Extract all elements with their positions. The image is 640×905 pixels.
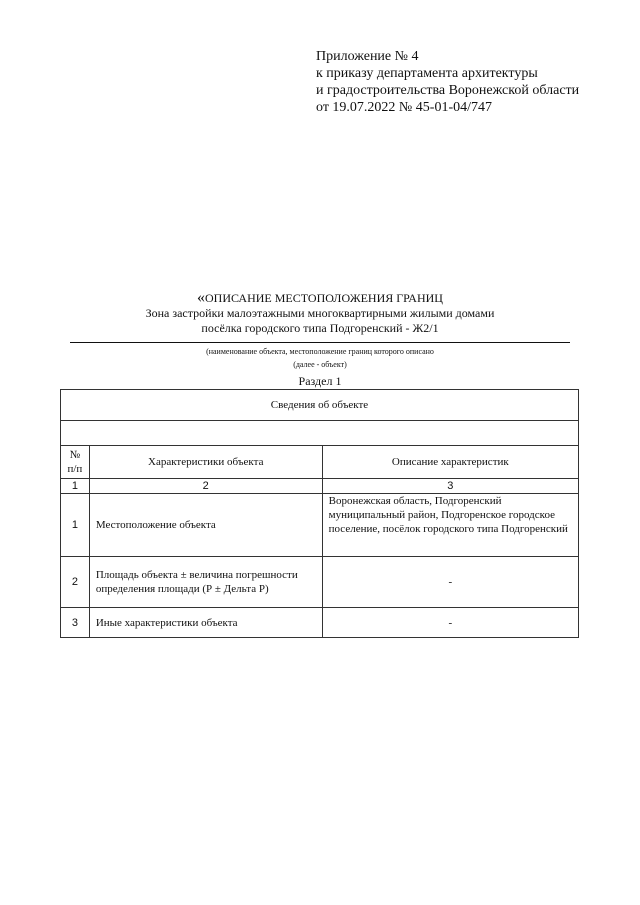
appendix-block [316, 48, 579, 116]
appendix-line: к приказу департамента архитектуры [316, 66, 538, 81]
row-description: - [322, 608, 578, 638]
appendix-line: от 19.07.2022 № 45-01-04/747 [316, 100, 493, 115]
appendix-line: и градостроительства Воронежской области [316, 83, 580, 98]
table-row [61, 608, 579, 638]
object-name-line: посёлка городского типа Подгоренский - Ж2/1 [201, 321, 439, 335]
row-characteristic: Площадь объекта ± величина погрешности определения площади (Р ± Дельта Р) [89, 557, 322, 608]
header-no: № п/п [61, 446, 90, 479]
column-number: 3 [322, 479, 578, 494]
section-title: Раздел 1 [298, 374, 342, 388]
appendix-line: Приложение № 4 [316, 49, 419, 64]
table-caption: Сведения об объекте [61, 390, 579, 421]
hint-line: (наименование объекта, местоположение границ которого описано [206, 347, 434, 356]
column-number: 1 [61, 479, 90, 494]
row-description: - [322, 557, 578, 608]
header-characteristic: Характеристики объекта [89, 446, 322, 479]
table-row [61, 494, 579, 557]
document-title [60, 290, 580, 336]
header-description: Описание характеристик [322, 446, 578, 479]
row-number: 1 [61, 494, 90, 557]
object-name-hint [60, 345, 580, 371]
title-main [60, 290, 580, 306]
row-characteristic: Иные характеристики объекта [89, 608, 322, 638]
object-name-line: Зона застройки малоэтажными многоквартирными жилыми домами [145, 306, 495, 320]
underline-rule [70, 342, 570, 343]
empty-row [61, 421, 579, 446]
title-text: ОПИСАНИЕ МЕСТОПОЛОЖЕНИЯ ГРАНИЦ [205, 291, 443, 305]
row-characteristic: Местоположение объекта [89, 494, 322, 557]
row-number: 2 [61, 557, 90, 608]
hint-line: (далее - объект) [293, 360, 347, 369]
table-row [61, 557, 579, 608]
row-number: 3 [61, 608, 90, 638]
column-number: 2 [89, 479, 322, 494]
object-info-table [60, 389, 579, 638]
row-description: Воронежская область, Подгоренский муниципальный район, Подгоренское городское поселение, посёлок городского типа Подгоренский [322, 494, 578, 557]
opening-quote: « [197, 289, 205, 306]
